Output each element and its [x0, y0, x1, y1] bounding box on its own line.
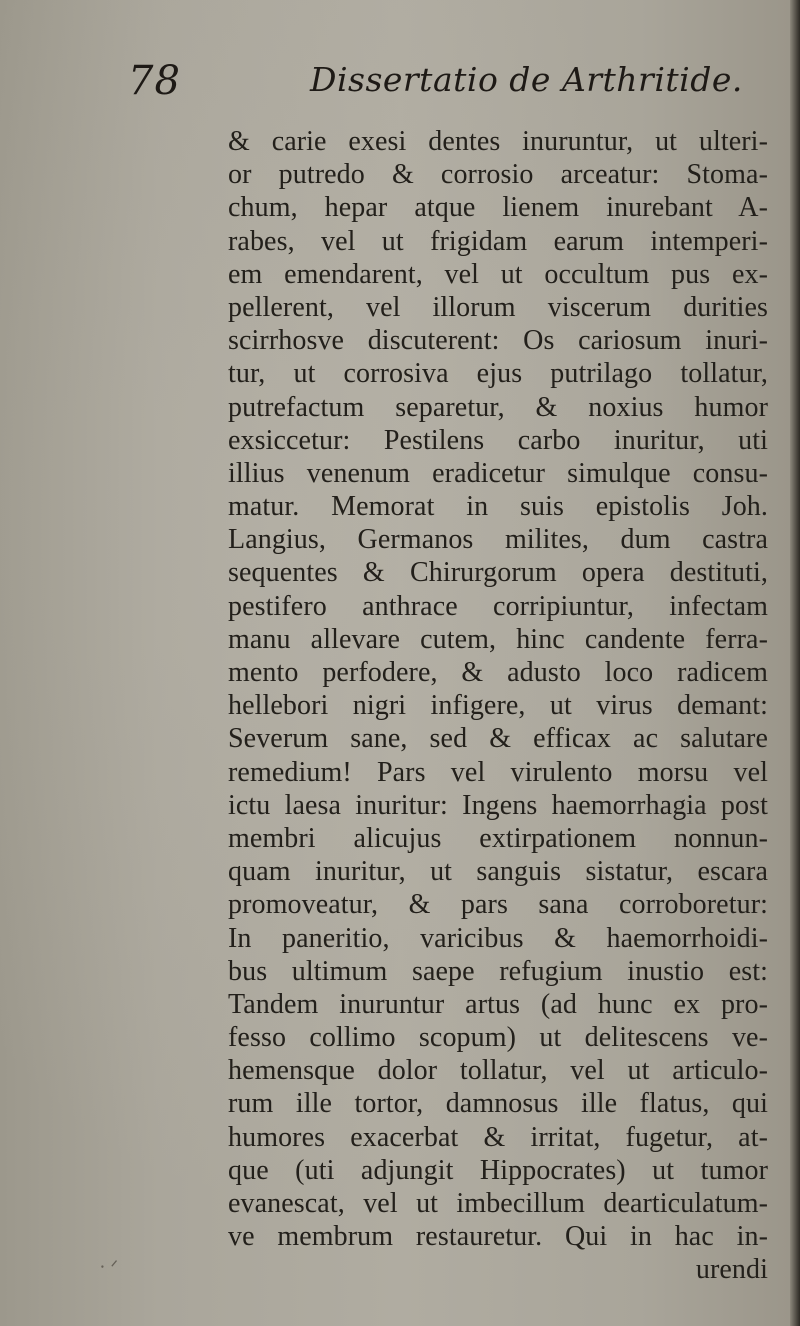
paper-blemish-icon: ⸱ ᐟ [100, 1257, 119, 1278]
text-line: fesso collimo scopum) ut delitescens ve- [228, 1022, 768, 1054]
text-line: em emendarent, vel ut occultum pus ex- [228, 258, 768, 290]
text-line: remedium! Pars vel virulento morsu vel [228, 756, 768, 788]
text-line: bus ultimum saepe refugium inustio est: [228, 955, 768, 987]
text-line: matur. Memorat in suis epistolis Joh. [228, 491, 768, 523]
text-line: promoveatur, & pars sana corroboretur: [228, 889, 768, 921]
text-line: ve membrum restauretur. Qui in hac in- [228, 1221, 768, 1253]
text-line: pestifero anthrace corripiuntur, infectam [228, 590, 768, 622]
body-text [228, 125, 768, 1287]
running-title: Dissertatio de Arthritide. [310, 60, 743, 99]
text-line: exsiccetur: Pestilens carbo inuritur, uti [228, 424, 768, 456]
text-line: evanescat, vel ut imbecillum dearticulatum- [228, 1188, 768, 1219]
text-line: illius venenum eradicetur simulque consu- [228, 457, 768, 489]
text-line: quam inuritur, ut sanguis sistatur, escara [228, 856, 768, 888]
text-line: urendi [695, 1254, 768, 1286]
text-line: scirrhosve discuterent: Os cariosum inuri- [228, 325, 768, 357]
page-header [0, 58, 800, 108]
text-line: or putredo & corrosio arceatur: Stoma- [228, 159, 768, 191]
text-line: hellebori nigri infigere, ut virus demant: [228, 690, 768, 722]
text-line: manu allevare cutem, hinc candente ferra- [228, 623, 768, 655]
text-line: sequentes & Chirurgorum opera destituti, [228, 557, 768, 589]
text-line: ictu laesa inuritur: Ingens haemorrhagia post [228, 789, 768, 821]
text-line: que (uti adjungit Hippocrates) ut tumor [228, 1154, 768, 1186]
text-line: hemensque dolor tollatur, vel ut articulo- [228, 1055, 768, 1087]
text-line: humores exacerbat & irritat, fugetur, at- [228, 1121, 768, 1153]
text-line: Langius, Germanos milites, dum castra [228, 524, 768, 556]
text-line: pellerent, vel illorum viscerum durities [228, 291, 768, 323]
text-line: Severum sane, sed & efficax ac salutare [228, 723, 768, 755]
text-line: & carie exesi dentes inuruntur, ut ulteri- [228, 126, 768, 157]
text-line: putrefactum separetur, & noxius humor [228, 391, 768, 423]
text-line: membri alicujus extirpationem nonnun- [228, 822, 768, 854]
text-line: chum, hepar atque lienem inurebant A- [228, 192, 768, 224]
page-number: 78 [128, 58, 181, 104]
text-line: rum ille tortor, damnosus ille flatus, qui [228, 1088, 768, 1120]
text-line: mento perfodere, & adusto loco radicem [228, 657, 768, 688]
text-line: rabes, vel ut frigidam earum intemperi- [228, 225, 768, 257]
text-line: In paneritio, varicibus & haemorrhoidi- [228, 922, 768, 954]
page-edge-shadow [790, 0, 800, 1326]
text-line: Tandem inuruntur artus (ad hunc ex pro- [228, 988, 768, 1020]
text-line: tur, ut corrosiva ejus putrilago tollatur, [228, 358, 768, 390]
